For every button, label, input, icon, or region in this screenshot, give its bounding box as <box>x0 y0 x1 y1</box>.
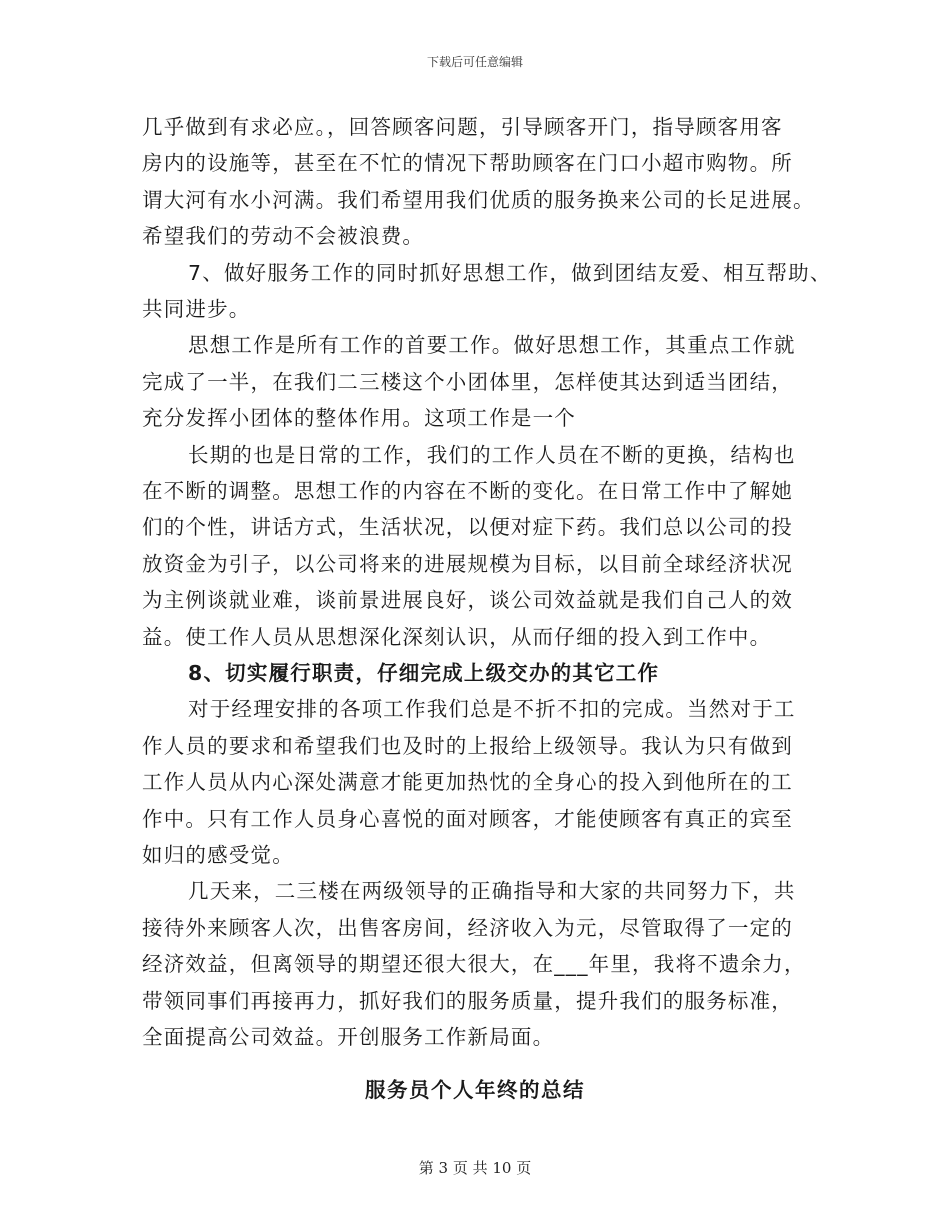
body-text-line: 希望我们的劳动不会被浪费。 <box>142 224 425 249</box>
section-title: 服务员个人年终的总结 <box>365 1078 585 1102</box>
page-footer: 第 3 页 共 10 页 <box>418 1159 532 1177</box>
body-text-line: 带领同事们再接再力，抓好我们的服务质量，提升我们的服务标准， <box>142 988 793 1013</box>
body-text-line: 经济效益，但离领导的期望还很大很大，在___年里，我将不遗余力， <box>142 952 806 977</box>
body-text-line: 作人员的要求和希望我们也及时的上报给上级领导。我认为只有做到 <box>142 733 793 758</box>
body-text-line: 完成了一半，在我们二三楼这个小团体里，怎样使其达到适当团结， <box>142 369 793 394</box>
body-text-line: 们的个性，讲话方式，生活状况，以便对症下药。我们总以公司的投 <box>142 515 793 540</box>
body-text-line: 如归的感受觉。 <box>142 843 294 867</box>
section-heading-line: 8、切实履行职责，仔细完成上级交办的其它工作 <box>188 661 660 685</box>
body-text-line: 对于经理安排的各项工作我们总是不折不扣的完成。当然对于工 <box>188 697 796 722</box>
body-text-line: 接待外来顾客人次，出售客房间，经济收入为元，尽管取得了一定的 <box>142 915 793 940</box>
body-text-line: 充分发挥小团体的整体作用。这项工作是一个 <box>142 406 576 431</box>
body-text-line: 几天来，二三楼在两级领导的正确指导和大家的共同努力下，共 <box>188 879 796 904</box>
body-text-line: 几乎做到有求必应。，回答顾客问题，引导顾客开门，指导顾客用客 <box>142 115 783 139</box>
body-text-line: 共同进步。 <box>142 297 251 321</box>
body-text-line: 全面提高公司效益。开创服务工作新局面。 <box>142 1025 555 1049</box>
body-text-line: 在不断的调整。思想工作的内容在不断的变化。在日常工作中了解她 <box>142 479 793 503</box>
page-header: 下载后可任意编辑 <box>426 55 523 69</box>
body-text-line: 7、做好服务工作的同时抓好思想工作，做到团结友爱、相互帮助、 <box>188 260 832 285</box>
body-text-line: 长期的也是日常的工作，我们的工作人员在不断的更换，结构也 <box>188 442 796 467</box>
body-text-line: 工作人员从内心深处满意才能更加热忱的全身心的投入到他所在的工 <box>142 770 793 795</box>
body-text-line: 房内的设施等，甚至在不忙的情况下帮助顾客在门口小超市购物。所 <box>142 151 793 176</box>
body-text-line: 谓大河有水小河满。我们希望用我们优质的服务换来公司的长足进展。 <box>142 187 815 212</box>
body-text-line: 为主例谈就业难，谈前景进展良好，谈公司效益就是我们自己人的效 <box>142 588 793 613</box>
body-text-line: 益。使工作人员从思想深化深刻认识，从而仔细的投入到工作中。 <box>142 624 772 649</box>
body-text-line: 思想工作是所有工作的首要工作。做好思想工作，其重点工作就 <box>188 333 796 358</box>
body-text-line: 作中。只有工作人员身心喜悦的面对顾客，才能使顾客有真正的宾至 <box>142 806 793 831</box>
body-text-line: 放资金为引子，以公司将来的进展规模为目标，以目前全球经济状况 <box>142 551 793 576</box>
